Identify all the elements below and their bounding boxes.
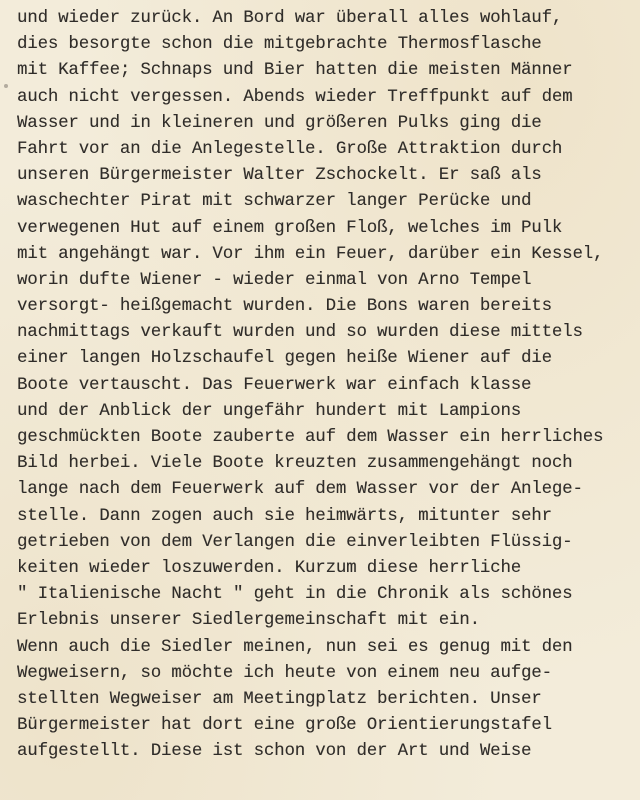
text-line: " Italienische Nacht " geht in die Chronik als schönes (17, 585, 573, 605)
text-line: auch nicht vergessen. Abends wieder Treffpunkt auf dem (17, 87, 573, 107)
text-line: waschechter Pirat mit schwarzer langer Perücke und (17, 192, 532, 212)
text-line: aufgestellt. Diese ist schon von der Art und Weise (17, 742, 532, 762)
text-line: dies besorgte schon die mitgebrachte Thermosflasche (17, 35, 542, 55)
text-line: mit Kaffee; Schnaps und Bier hatten die meisten Männer (17, 61, 573, 81)
text-line: Wasser und in kleineren und größeren Pulks ging die (17, 113, 542, 133)
typed-text-block (17, 6, 640, 765)
text-line: worin dufte Wiener - wieder einmal von Arno Tempel (17, 270, 532, 290)
text-line: Bild herbei. Viele Boote kreuzten zusammengehängt noch (17, 454, 573, 474)
text-line: stellten Wegweiser am Meetingplatz berichten. Unser (17, 689, 542, 709)
text-line: versorgt- heißgemacht wurden. Die Bons waren bereits (17, 297, 552, 317)
text-line: Fahrt vor an die Anlegestelle. Große Attraktion durch (17, 139, 563, 159)
text-line: geschmückten Boote zauberte auf dem Wasser ein herrliches (17, 428, 604, 447)
text-line: Erlebnis unserer Siedlergemeinschaft mit ein. (17, 611, 480, 631)
text-line: und wieder zurück. An Bord war überall alles wohlauf, (17, 9, 563, 28)
text-line: verwegenen Hut auf einem großen Floß, welches im Pulk (17, 218, 563, 238)
text-line: keiten wieder loszuwerden. Kurzum diese herrliche (17, 558, 522, 578)
text-line: und der Anblick der ungefähr hundert mit Lampions (17, 401, 522, 421)
ink-speck (4, 84, 8, 88)
text-line: Wegweisern, so möchte ich heute von einem neu aufge- (17, 663, 552, 683)
text-line: lange nach dem Feuerwerk auf dem Wasser vor der Anlege- (17, 480, 583, 500)
text-line: Wenn auch die Siedler meinen, nun sei es genug mit den (17, 637, 573, 657)
text-line: unseren Bürgermeister Walter Zschockelt. Er saß als (17, 166, 542, 186)
text-line: nachmittags verkauft wurden und so wurden diese mittels (17, 323, 583, 343)
text-line: Bürgermeister hat dort eine große Orientierungstafel (17, 716, 552, 736)
text-line: stelle. Dann zogen auch sie heimwärts, mitunter sehr (17, 506, 552, 526)
text-line: mit angehängt war. Vor ihm ein Feuer, darüber ein Kessel, (17, 244, 604, 264)
text-line: getrieben von dem Verlangen die einverleibten Flüssig- (17, 532, 573, 552)
text-line: Boote vertauscht. Das Feuerwerk war einfach klasse (17, 375, 532, 395)
text-line: einer langen Holzschaufel gegen heiße Wiener auf die (17, 349, 552, 369)
